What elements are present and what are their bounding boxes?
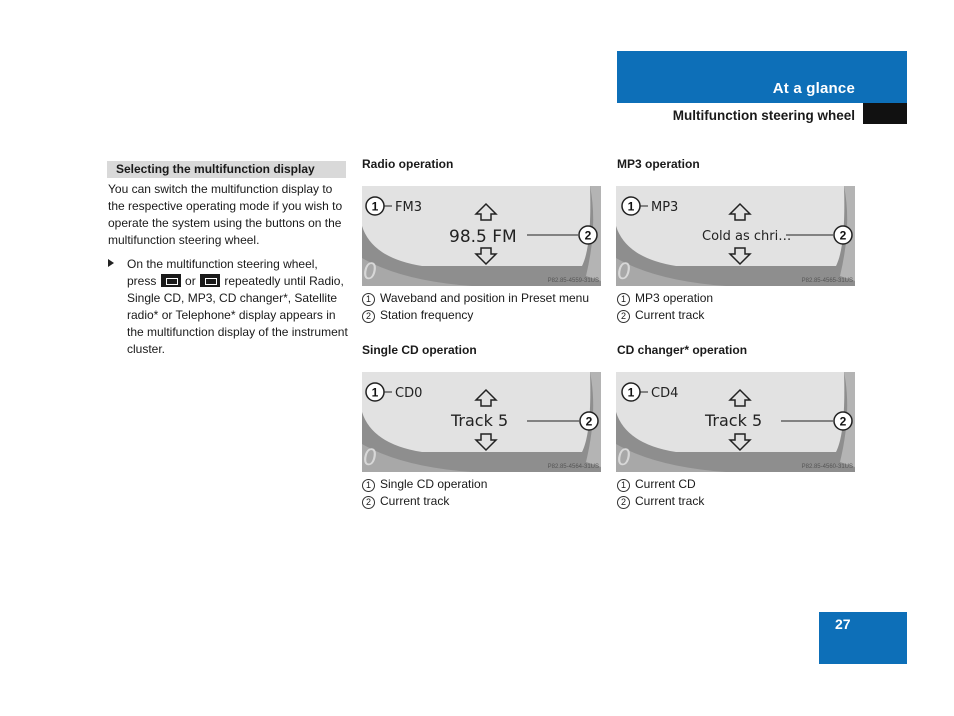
legend-text: Single CD operation <box>380 477 488 491</box>
legend-text: Waveband and position in Preset menu <box>380 291 590 305</box>
display-value-text: Track 5 <box>451 411 509 430</box>
callout-2-label: 2 <box>584 228 592 243</box>
svg-text:0: 0 <box>617 446 631 471</box>
legend-text: Current CD <box>635 477 696 491</box>
display-mode-text: MP3 <box>651 200 679 215</box>
panel-title-cd-changer: CD changer* operation <box>617 343 748 357</box>
display-value-text: Cold as chri… <box>702 229 792 244</box>
legend-text: Station frequency <box>380 308 474 322</box>
svg-text:0: 0 <box>363 260 377 285</box>
legend-number-2: 2 <box>617 310 630 323</box>
panel-title-mp3: MP3 operation <box>617 157 700 171</box>
legend-number-2: 2 <box>362 310 375 323</box>
intro-paragraph: You can switch the multifunction display to the respective operating mode if you wish to operate the system using the buttons on the multifunction steering wheel. <box>108 182 343 247</box>
legend-number-1: 1 <box>617 293 630 306</box>
section-heading: Selecting the multifunction display <box>107 161 346 178</box>
legend-number-1: 1 <box>362 293 375 306</box>
legend-item-1 <box>617 290 862 307</box>
legend-number-1: 1 <box>617 479 630 492</box>
subtitle-marker <box>863 103 907 124</box>
legend-number-2: 2 <box>362 496 375 509</box>
legend-item-2 <box>617 493 862 510</box>
legend-radio <box>362 290 607 324</box>
display-mode-text: CD4 <box>651 386 679 401</box>
image-ref-code: P82.85-4564-31US <box>547 464 599 470</box>
image-ref-code: P82.85-4560-31US <box>801 464 853 470</box>
legend-item-1 <box>617 476 862 493</box>
legend-number-1: 1 <box>362 479 375 492</box>
page-number: 27 <box>835 616 851 632</box>
bullet-text-or: or <box>185 274 196 288</box>
legend-item-2 <box>362 307 607 324</box>
display-button-up-icon <box>161 274 181 287</box>
legend-item-2 <box>617 307 862 324</box>
legend-number-2: 2 <box>617 496 630 509</box>
legend-item-1 <box>362 476 607 493</box>
display-value-text: 98.5 FM <box>449 227 517 247</box>
display-mode-text: FM3 <box>395 200 422 215</box>
legend-text: Current track <box>380 494 450 508</box>
display-image-radio <box>362 186 601 286</box>
bullet-text-part1: On the multifunction steering wheel, press <box>127 257 318 288</box>
legend-text: MP3 operation <box>635 291 714 305</box>
bullet-triangle-icon <box>108 259 114 267</box>
callout-1-label: 1 <box>627 199 635 214</box>
svg-text:0: 0 <box>617 260 631 285</box>
image-ref-code: P82.85-4565-31US <box>801 278 853 284</box>
header-block <box>617 51 907 103</box>
legend-single-cd <box>362 476 607 510</box>
callout-2-label: 2 <box>839 414 847 429</box>
display-image-single-cd <box>362 372 601 472</box>
legend-item-2 <box>362 493 607 510</box>
panel-title-single-cd: Single CD operation <box>362 343 477 357</box>
legend-item-1 <box>362 290 607 307</box>
legend-text: Current track <box>635 308 705 322</box>
panel-title-radio: Radio operation <box>362 157 454 171</box>
display-mode-text: CD0 <box>395 386 423 401</box>
page-subtitle: Multifunction steering wheel <box>672 108 855 123</box>
display-image-cd-changer <box>616 372 855 472</box>
display-button-down-icon <box>200 274 220 287</box>
callout-2-label: 2 <box>839 228 847 243</box>
section-title: At a glance <box>772 80 855 97</box>
bullet-text-part2: repeatedly until Radio, Single CD, MP3, CD changer*, Satellite radio* or Telephone* display appears in the multifunction display of the instrument cluster. <box>127 274 348 356</box>
legend-cd-changer <box>617 476 862 510</box>
legend-text: Current track <box>635 494 705 508</box>
image-ref-code: P82.85-4559-31US <box>547 278 599 284</box>
callout-1-label: 1 <box>371 385 379 400</box>
callout-1-label: 1 <box>371 199 379 214</box>
legend-mp3 <box>617 290 862 324</box>
instruction-bullet <box>108 256 348 358</box>
callout-2-label: 2 <box>585 414 593 429</box>
display-value-text: Track 5 <box>705 411 763 430</box>
svg-text:0: 0 <box>363 446 377 471</box>
bullet-text <box>127 256 348 358</box>
page-number-box <box>819 612 907 664</box>
display-image-mp3 <box>616 186 855 286</box>
callout-1-label: 1 <box>627 385 635 400</box>
